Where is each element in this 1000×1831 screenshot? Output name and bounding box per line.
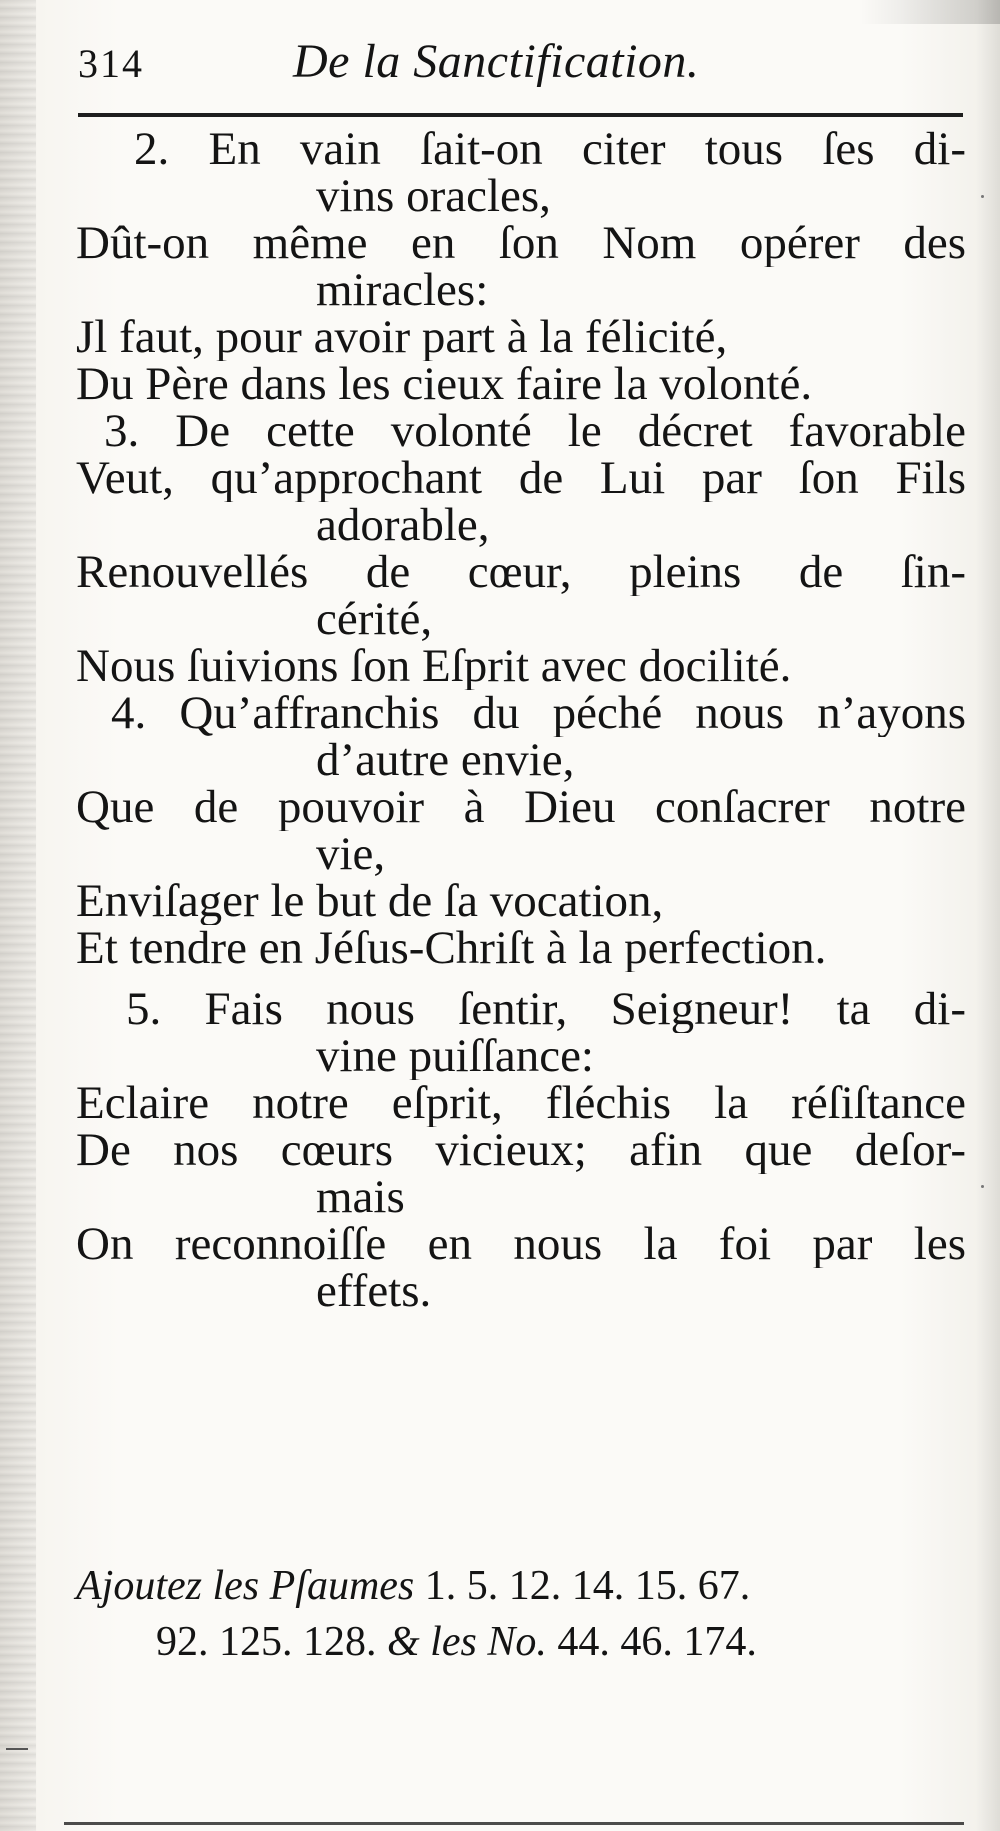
verse-line: Jl faut, pour avoir part à la félicité,: [76, 314, 728, 361]
more-psalm-numbers: 92. 125. 128.: [156, 1619, 377, 1665]
verse-line: adorable,: [316, 502, 490, 549]
verse-line: Enviſager le but de ſa vocation,: [76, 878, 664, 925]
verse-line: De nos cœurs vicieux; afin que deſor-: [76, 1127, 966, 1174]
page-edge-shadow: [976, 0, 1000, 1831]
psalm-reference-note: [76, 1558, 966, 1670]
verse-line: Et tendre en Jéſus-Chriſt à la perfection.: [76, 925, 827, 972]
verse-line: 5. Fais nous ſentir, Seigneur! ta di-: [126, 986, 966, 1033]
verse-line: mais: [316, 1174, 405, 1221]
verse-line: Du Père dans les cieux faire la volonté.: [76, 361, 813, 408]
psalm-numbers: 1. 5. 12. 14. 15. 67.: [424, 1563, 751, 1609]
page-number: 314: [78, 41, 144, 86]
psalm-reference-line-1: [76, 1558, 966, 1614]
psalm-reference-label: Ajoutez les Pſaumes: [76, 1563, 415, 1609]
verse-line: Que de pouvoir à Dieu conſacrer notre: [76, 784, 966, 831]
hymn-number-label: & les No.: [387, 1619, 547, 1665]
verse-line: 2. En vain ſait-on citer tous ſes di-: [134, 126, 966, 173]
verse-line: Veut, qu’approchant de Lui par ſon Fils: [76, 455, 966, 502]
scan-mark: [6, 1748, 28, 1750]
running-title: De la Sanctification.: [293, 35, 700, 88]
stanza-gap: [76, 972, 966, 986]
bottom-page-edge: [64, 1822, 964, 1825]
scan-speck: [981, 195, 984, 198]
verse-line: Dût-on même en ſon Nom opérer des: [76, 220, 966, 267]
header-rule: [78, 113, 963, 117]
verse-line: 4. Qu’affranchis du péché nous n’ayons: [111, 690, 966, 737]
hymn-verses: [76, 126, 966, 1315]
verse-line: Renouvellés de cœur, pleins de ſin-: [76, 549, 966, 596]
verse-line: effets.: [316, 1268, 432, 1315]
verse-line: 3. De cette volonté le décret favorable: [104, 408, 966, 455]
verse-line: cérité,: [316, 596, 433, 643]
verse-line: On reconnoiſſe en nous la foi par les: [76, 1221, 966, 1268]
page-gutter-shadow: [0, 0, 36, 1831]
scan-speck: [981, 1185, 984, 1188]
hymn-numbers: 44. 46. 174.: [557, 1619, 757, 1665]
verse-line: vins oracles,: [316, 173, 551, 220]
verse-line: vie,: [316, 831, 386, 878]
verse-line: Nous ſuivions ſon Eſprit avec docilité.: [76, 643, 792, 690]
verse-line: d’autre envie,: [316, 737, 575, 784]
verse-line: vine puiſſance:: [316, 1033, 594, 1080]
psalm-reference-line-2: [76, 1614, 966, 1670]
verse-line: Eclaire notre eſprit, fléchis la réſiſtance: [76, 1080, 966, 1127]
page-corner-shadow: [860, 0, 1000, 24]
verse-line: miracles:: [316, 267, 489, 314]
running-head: [78, 32, 968, 102]
